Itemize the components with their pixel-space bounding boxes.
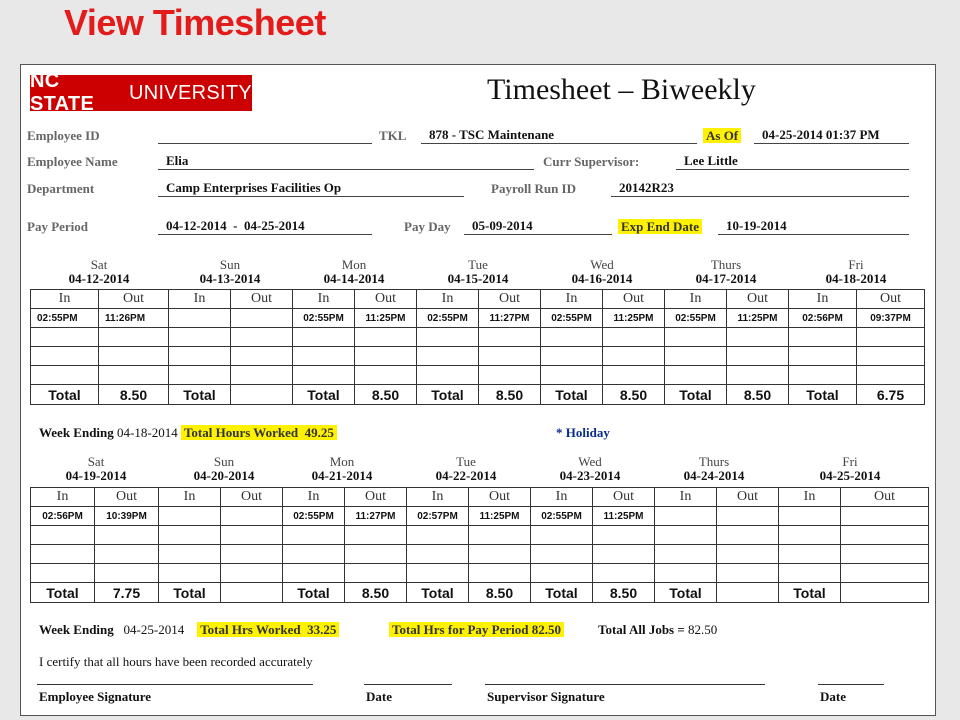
- day-total: [231, 385, 293, 405]
- day-total: 6.75: [857, 385, 925, 405]
- day-date: 04-18-2014: [825, 271, 887, 286]
- day-date: 04-13-2014: [199, 271, 261, 286]
- curr-supervisor-label: Curr Supervisor:: [543, 154, 640, 169]
- day-date: 04-15-2014: [447, 271, 509, 286]
- day-date: 04-14-2014: [323, 271, 385, 286]
- out-header: Out: [717, 488, 779, 507]
- department-value: Camp Enterprises Facilities Op: [158, 180, 464, 197]
- punch-in: 02:56PM: [31, 507, 95, 526]
- punch-in: 02:56PM: [789, 309, 857, 328]
- pay-period-total: [389, 622, 564, 638]
- punch-in: 02:55PM: [31, 309, 99, 328]
- day-name: Wed: [590, 257, 614, 272]
- day-total: 8.50: [99, 385, 169, 405]
- total-label: Total: [665, 385, 727, 405]
- payroll-run-id-value: 20142R23: [611, 180, 909, 197]
- day-date: 04-17-2014: [695, 271, 757, 286]
- out-header: Out: [603, 290, 665, 309]
- day-total: 8.50: [593, 583, 655, 603]
- week-ending-label: Week Ending: [39, 425, 114, 440]
- week2-day-header: [162, 455, 286, 483]
- out-header: Out: [221, 488, 283, 507]
- total-label: Total: [31, 583, 95, 603]
- punch-in: [779, 507, 841, 526]
- punch-in: 02:55PM: [541, 309, 603, 328]
- punch-in: 02:57PM: [407, 507, 469, 526]
- week2-header-row: [31, 488, 929, 507]
- week1-header-row: [31, 290, 925, 309]
- sheet-title: Timesheet – Biweekly: [487, 73, 756, 106]
- total-hrs-label: Total Hrs Worked: [200, 622, 301, 637]
- in-header: In: [665, 290, 727, 309]
- week1-day-header: [664, 258, 788, 286]
- week2-day-header: [528, 455, 652, 483]
- week1-day-header: [168, 258, 292, 286]
- in-header: In: [159, 488, 221, 507]
- punch-out: [231, 309, 293, 328]
- total-label: Total: [789, 385, 857, 405]
- tkl-value: 878 - TSC Maintenane: [421, 127, 697, 144]
- supervisor-signature-line: [485, 684, 765, 685]
- total-label: Total: [31, 385, 99, 405]
- timesheet-document: [20, 64, 936, 716]
- in-header: In: [655, 488, 717, 507]
- logo-text: UNIVERSITY: [128, 81, 252, 104]
- total-label: Total: [779, 583, 841, 603]
- certify-statement: I certify that all hours have been recorded accurately: [39, 654, 313, 669]
- week1-total-row: [31, 385, 925, 405]
- all-jobs-label: Total All Jobs =: [598, 622, 685, 637]
- empty-row: [31, 366, 925, 385]
- week-ending-date: 04-18-2014: [117, 425, 178, 440]
- punch-out: 11:25PM: [469, 507, 531, 526]
- out-header: Out: [231, 290, 293, 309]
- day-total: [221, 583, 283, 603]
- day-name: Sun: [219, 257, 241, 272]
- punch-in: 02:55PM: [293, 309, 355, 328]
- day-name: Mon: [329, 454, 355, 469]
- punch-out: [717, 507, 779, 526]
- day-date: 04-22-2014: [435, 468, 497, 483]
- week-ending-label: Week Ending: [39, 622, 114, 637]
- day-name: Tue: [468, 257, 488, 272]
- week2-total-row: [31, 583, 929, 603]
- payroll-run-id-label: Payroll Run ID: [491, 181, 576, 196]
- total-label: Total: [293, 385, 355, 405]
- week2-punch-row: [31, 507, 929, 526]
- empty-row: [31, 347, 925, 366]
- day-name: Sat: [90, 257, 108, 272]
- punch-out: 11:25PM: [593, 507, 655, 526]
- exp-end-date-value: 10-19-2014: [718, 218, 909, 235]
- punch-in: [655, 507, 717, 526]
- in-header: In: [417, 290, 479, 309]
- exp-end-date-label-wrap: [618, 219, 702, 235]
- as-of-value: 04-25-2014 01:37 PM: [754, 127, 909, 144]
- week1-day-header: [292, 258, 416, 286]
- total-label: Total: [159, 583, 221, 603]
- punch-out: 11:27PM: [345, 507, 407, 526]
- day-date: 04-12-2014: [68, 271, 130, 286]
- pay-period-label: Pay Period: [27, 219, 89, 234]
- slide-title: View Timesheet: [64, 2, 326, 43]
- punch-out: 11:25PM: [355, 309, 417, 328]
- date-label-1: Date: [366, 689, 392, 704]
- day-date: 04-24-2014: [683, 468, 745, 483]
- total-label: Total: [417, 385, 479, 405]
- date-label-2: Date: [820, 689, 846, 704]
- in-header: In: [169, 290, 231, 309]
- day-name: Mon: [341, 257, 367, 272]
- in-header: In: [407, 488, 469, 507]
- day-total: 7.75: [95, 583, 159, 603]
- ncsu-logo: [30, 70, 252, 115]
- week1-day-header: [416, 258, 540, 286]
- tkl-label: TKL: [379, 128, 407, 143]
- all-jobs-total: [598, 622, 717, 638]
- pay-period-total-value: 82.50: [531, 622, 561, 637]
- empty-row: [31, 545, 929, 564]
- week1-day-header: [788, 258, 924, 286]
- employee-signature-line: [37, 684, 313, 685]
- out-header: Out: [727, 290, 789, 309]
- day-name: Fri: [848, 257, 864, 272]
- pay-period-total-label: Total Hrs for Pay Period: [392, 622, 529, 637]
- punch-in: [169, 309, 231, 328]
- punch-out: 11:25PM: [603, 309, 665, 328]
- pay-period-start: 04-12-2014: [166, 218, 227, 233]
- pay-period-end: 04-25-2014: [244, 218, 305, 233]
- in-header: In: [31, 488, 95, 507]
- supervisor-signature-label: Supervisor Signature: [487, 689, 605, 704]
- day-total: [717, 583, 779, 603]
- employee-name-value: Elia: [158, 153, 534, 170]
- day-name: Thurs: [710, 257, 742, 272]
- total-hrs-value: 33.25: [307, 622, 337, 637]
- total-hours-value: 49.25: [304, 425, 334, 440]
- day-total: 8.50: [479, 385, 541, 405]
- out-header: Out: [841, 488, 929, 507]
- total-label: Total: [655, 583, 717, 603]
- week1-summary: [39, 425, 337, 441]
- total-label: Total: [407, 583, 469, 603]
- day-total: 8.50: [469, 583, 531, 603]
- week1-time-grid: [30, 289, 925, 405]
- day-name: Wed: [578, 454, 602, 469]
- punch-in: 02:55PM: [283, 507, 345, 526]
- out-header: Out: [593, 488, 655, 507]
- date-line-2: [818, 684, 884, 685]
- out-header: Out: [99, 290, 169, 309]
- week2-day-header: [776, 455, 924, 483]
- total-hours-highlight: [181, 425, 337, 440]
- out-header: Out: [355, 290, 417, 309]
- day-name: Sun: [213, 454, 235, 469]
- punch-in: 02:55PM: [665, 309, 727, 328]
- total-label: Total: [531, 583, 593, 603]
- curr-supervisor-value: Lee Little: [676, 153, 909, 170]
- punch-in: 02:55PM: [417, 309, 479, 328]
- pay-period-highlight: [389, 622, 564, 637]
- week2-time-grid: [30, 487, 929, 603]
- punch-out: [841, 507, 929, 526]
- pay-period-value: [158, 218, 372, 235]
- employee-id-value: [158, 127, 372, 144]
- day-date: 04-21-2014: [311, 468, 373, 483]
- punch-out: 11:27PM: [479, 309, 541, 328]
- as-of-label: As Of: [703, 128, 741, 143]
- in-header: In: [31, 290, 99, 309]
- week2-day-header: [652, 455, 776, 483]
- day-total: 8.50: [355, 385, 417, 405]
- in-header: In: [283, 488, 345, 507]
- pay-day-value: 05-09-2014: [464, 218, 612, 235]
- pay-period-sep: -: [233, 218, 238, 233]
- week1-punch-row: [31, 309, 925, 328]
- punch-out: 10:39PM: [95, 507, 159, 526]
- employee-name-label: Employee Name: [27, 154, 118, 169]
- exp-end-date-label: Exp End Date: [618, 219, 702, 234]
- in-header: In: [789, 290, 857, 309]
- punch-in: 02:55PM: [531, 507, 593, 526]
- day-date: 04-23-2014: [559, 468, 621, 483]
- date-line-1: [364, 684, 452, 685]
- as-of-label-wrap: [703, 128, 741, 144]
- pay-day-label: Pay Day: [404, 219, 451, 234]
- week2-summary: [39, 622, 339, 638]
- department-label: Department: [27, 181, 95, 196]
- punch-out: 11:26PM: [99, 309, 169, 328]
- total-hrs-highlight: [197, 622, 339, 637]
- day-date: 04-16-2014: [571, 271, 633, 286]
- all-jobs-value: 82.50: [688, 622, 718, 637]
- day-name: Tue: [456, 454, 476, 469]
- day-total: 8.50: [603, 385, 665, 405]
- holiday-note: * Holiday: [556, 425, 610, 440]
- week2-day-header: [30, 455, 162, 483]
- punch-out: 11:25PM: [727, 309, 789, 328]
- punch-out: 09:37PM: [857, 309, 925, 328]
- week1-day-header: [540, 258, 664, 286]
- day-name: Fri: [842, 454, 858, 469]
- week-ending-date: 04-25-2014: [123, 622, 185, 637]
- empty-row: [31, 564, 929, 583]
- employee-id-label: Employee ID: [27, 128, 100, 143]
- day-total: [841, 583, 929, 603]
- punch-in: [159, 507, 221, 526]
- out-header: Out: [479, 290, 541, 309]
- day-total: 8.50: [727, 385, 789, 405]
- punch-out: [221, 507, 283, 526]
- day-total: 8.50: [345, 583, 407, 603]
- day-name: Sat: [87, 454, 105, 469]
- total-label: Total: [283, 583, 345, 603]
- total-hours-label: Total Hours Worked: [183, 425, 299, 440]
- in-header: In: [293, 290, 355, 309]
- week1-day-header: [30, 258, 168, 286]
- out-header: Out: [95, 488, 159, 507]
- total-label: Total: [169, 385, 231, 405]
- logo-bold-text: NC STATE: [30, 70, 95, 115]
- day-date: 04-20-2014: [193, 468, 255, 483]
- out-header: Out: [345, 488, 407, 507]
- out-header: Out: [857, 290, 925, 309]
- in-header: In: [531, 488, 593, 507]
- week2-day-header: [404, 455, 528, 483]
- empty-row: [31, 526, 929, 545]
- out-header: Out: [469, 488, 531, 507]
- day-date: 04-25-2014: [819, 468, 881, 483]
- empty-row: [31, 328, 925, 347]
- day-date: 04-19-2014: [65, 468, 127, 483]
- total-label: Total: [541, 385, 603, 405]
- day-name: Thurs: [698, 454, 730, 469]
- week2-day-header: [280, 455, 404, 483]
- in-header: In: [779, 488, 841, 507]
- employee-signature-label: Employee Signature: [39, 689, 152, 704]
- in-header: In: [541, 290, 603, 309]
